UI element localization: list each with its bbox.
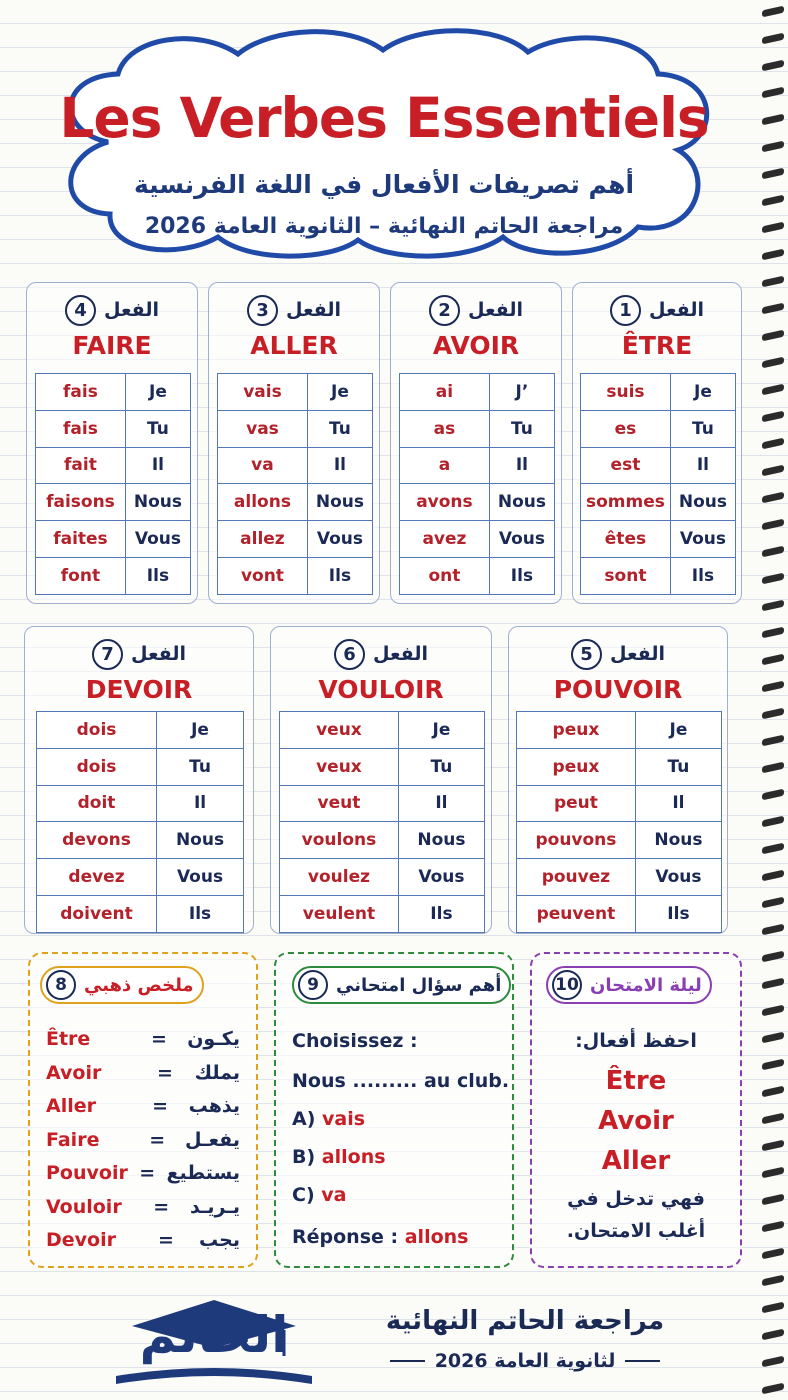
verb-form: vont [218,557,308,594]
spiral-ring [762,384,784,396]
pronoun: Tu [307,410,372,447]
spiral-ring [762,357,784,369]
verb-card-header [27,293,197,327]
table-row [517,712,722,749]
spiral-ring [762,114,784,126]
summary-eq: = [149,1128,166,1151]
divider [625,1360,660,1362]
pronoun: Vous [670,521,735,558]
spiral-ring [762,1248,784,1260]
verb-form: dois [37,712,157,749]
night-intro: احفظ أفعال: [575,1030,697,1052]
spiral-ring [762,951,784,963]
pronoun: Je [307,374,372,411]
header-cloud [48,22,720,262]
footer-subtitle [390,1350,660,1372]
number-badge: 3 [247,295,278,326]
verb-card [508,626,728,934]
night-verb: Aller [601,1146,671,1176]
conjugation-table [217,373,373,595]
verb-label: الفعل [130,643,186,665]
verb-label: الفعل [609,643,665,665]
pronoun: Ils [489,557,554,594]
verb-name: ALLER [250,331,338,360]
night-note-1: فهي تدخل في [567,1188,705,1210]
verb-name: AVOIR [432,331,520,360]
table-row [280,785,485,822]
verb-name: FAIRE [72,331,152,360]
verb-form: suis [581,374,671,411]
spiral-ring [762,303,784,315]
spiral-ring [762,843,784,855]
verb-form: es [581,410,671,447]
table-row [36,410,191,447]
question-sentence: Nous ......... au club. [292,1070,510,1092]
verb-form: faisons [36,484,126,521]
verb-card [26,282,198,604]
pronoun: Nous [670,484,735,521]
verb-card [572,282,742,604]
spiral-ring [762,465,784,477]
verb-form: veux [280,712,399,749]
verb-form: ont [400,557,490,594]
verb-form: a [400,447,490,484]
table-row [36,557,191,594]
spiral-ring [762,60,784,72]
pronoun: Tu [398,748,484,785]
conjugation-table [279,711,485,933]
pronoun: Ils [125,557,190,594]
pronoun: Ils [157,895,244,932]
pronoun: Tu [489,410,554,447]
number-badge: 9 [298,970,328,1000]
verb-form: veut [280,785,399,822]
spiral-ring [762,1005,784,1017]
verb-form: fais [36,374,126,411]
verb-card-header [271,637,491,671]
option-letter: B) [292,1146,316,1168]
spiral-ring [762,762,784,774]
summary-row [46,1158,240,1188]
spiral-ring [762,1383,784,1395]
spiral-ring [762,681,784,693]
verb-form: vas [218,410,308,447]
pronoun: Ils [307,557,372,594]
verb-form: allez [218,521,308,558]
spiral-ring [762,1329,784,1341]
subtitle-arabic: أهم تصريفات الأفعال في اللغة الفرنسية [133,170,635,199]
table-row [581,447,736,484]
spiral-ring [762,1167,784,1179]
verb-form: allons [218,484,308,521]
spiral-ring [762,1059,784,1071]
verb-form: veulent [280,895,399,932]
verb-form: dois [37,748,157,785]
pronoun: Tu [125,410,190,447]
table-row [218,484,373,521]
verb-label: الفعل [285,299,341,321]
summary-ar: يـريـد [189,1195,240,1218]
spiral-binding [758,0,788,1400]
table-row [218,447,373,484]
spiral-ring [762,249,784,261]
pronoun: Vous [307,521,372,558]
footer-subtitle-text: لثانوية العامة 2026 [434,1350,616,1372]
table-row [400,410,555,447]
logo-text: الحاتم [139,1306,289,1364]
summary-eq: = [152,1095,169,1117]
spiral-ring [762,6,784,18]
verb-form: font [36,557,126,594]
spiral-ring [762,492,784,504]
table-row [280,712,485,749]
verb-form: faites [36,521,126,558]
table-row [36,484,191,521]
option-letter: A) [292,1108,316,1130]
conjugation-table [35,373,191,595]
pronoun: Il [125,447,190,484]
table-row [37,859,244,896]
review-line: مراجعة الحاتم النهائية – الثانوية العامة 2026 [144,214,624,239]
table-row [517,895,722,932]
pronoun: Nous [489,484,554,521]
number-badge: 7 [92,639,123,670]
summary-fr: Vouloir [46,1195,122,1218]
verb-form: as [400,410,490,447]
pronoun: Je [157,712,244,749]
verb-card-header [25,637,253,671]
brand-logo [96,1296,332,1390]
night-verb: Avoir [598,1106,674,1136]
summary-pill [40,966,204,1004]
spiral-ring [762,1086,784,1098]
table-row [37,712,244,749]
table-row [280,859,485,896]
verb-form: sont [581,557,671,594]
verb-label: الفعل [467,299,523,321]
conjugation-table [399,373,555,595]
verb-card-header [391,293,561,327]
spiral-ring [762,708,784,720]
verb-name: POUVOIR [553,675,683,704]
verb-form: veux [280,748,399,785]
table-row [517,822,722,859]
spiral-ring [762,438,784,450]
option-text: va [321,1184,347,1206]
table-row [400,521,555,558]
verb-card-header [573,293,741,327]
summary-eq: = [156,1061,173,1084]
summary-fr: Être [46,1028,91,1050]
page-title: Les Verbes Essentiels [59,86,709,150]
pronoun: Je [125,374,190,411]
verb-form: êtes [581,521,671,558]
verb-form: devez [37,859,157,896]
answer-label: Réponse : [292,1226,399,1248]
verb-name: DEVOIR [85,675,193,704]
night-verb: Être [605,1066,667,1096]
summary-eq: = [153,1195,170,1218]
spiral-ring [762,87,784,99]
spiral-ring [762,1194,784,1206]
exam-night-label: ليلة الامتحان [590,974,702,996]
option-c [292,1184,346,1206]
verb-label: الفعل [103,299,159,321]
spiral-ring [762,735,784,747]
verb-card-header [509,637,727,671]
summary-eq: = [150,1028,167,1050]
spiral-ring [762,978,784,990]
table-row [218,521,373,558]
table-row [400,374,555,411]
spiral-ring [762,411,784,423]
summary-eq: = [158,1229,174,1251]
pronoun: Nous [125,484,190,521]
verb-form: fait [36,447,126,484]
exam-question-pill [292,966,511,1004]
spiral-ring [762,330,784,342]
spiral-ring [762,600,784,612]
table-row [400,557,555,594]
verb-form: peux [517,748,636,785]
summary-ar: يذهب [188,1095,240,1117]
verb-form: pouvons [517,822,636,859]
verb-card [390,282,562,604]
table-row [36,521,191,558]
pronoun: Je [398,712,484,749]
table-row [400,447,555,484]
number-badge: 1 [610,295,641,326]
pronoun: Vous [398,859,484,896]
summary-ar: يستطيع [166,1162,240,1184]
option-b [292,1146,386,1168]
spiral-ring [762,1356,784,1368]
spiral-ring [762,1302,784,1314]
exam-question-box [274,952,514,1268]
verb-form: vais [218,374,308,411]
spiral-ring [762,1032,784,1044]
summary-fr: Avoir [46,1061,102,1084]
conjugation-table [580,373,736,595]
verb-form: avons [400,484,490,521]
pronoun: Il [635,785,721,822]
table-row [517,785,722,822]
verb-form: voulons [280,822,399,859]
verb-form: sommes [581,484,671,521]
spiral-ring [762,546,784,558]
spiral-ring [762,654,784,666]
summary-ar: يكـون [187,1028,240,1050]
number-badge: 2 [429,295,460,326]
spiral-ring [762,222,784,234]
spiral-ring [762,627,784,639]
table-row [581,557,736,594]
answer-line [292,1226,468,1248]
verb-label: الفعل [372,643,428,665]
option-a [292,1108,365,1130]
summary-label: ملخص ذهبي [84,974,194,996]
pronoun: Je [635,712,721,749]
pronoun: Vous [125,521,190,558]
summary-row [46,1192,240,1222]
table-row [581,484,736,521]
verb-form: voulez [280,859,399,896]
table-row [37,748,244,785]
spiral-ring [762,1221,784,1233]
table-row [37,895,244,932]
pronoun: Tu [670,410,735,447]
spiral-ring [762,141,784,153]
option-text: vais [322,1108,366,1130]
summary-fr: Aller [46,1095,96,1117]
verb-form: doit [37,785,157,822]
footer-title: مراجعة الحاتم النهائية [385,1306,665,1336]
summary-box [28,952,258,1268]
table-row [280,748,485,785]
pronoun: Vous [635,859,721,896]
table-row [581,374,736,411]
exam-night-pill [546,966,712,1004]
pronoun: Ils [398,895,484,932]
divider [390,1360,425,1362]
pronoun: Il [307,447,372,484]
spiral-ring [762,168,784,180]
spiral-ring [762,924,784,936]
spiral-ring [762,1275,784,1287]
summary-row [46,1058,240,1088]
verb-form: doivent [37,895,157,932]
exam-question-label: أهم سؤال امتحاني [336,974,502,996]
spiral-ring [762,195,784,207]
conjugation-table [516,711,722,933]
verb-form: peuvent [517,895,636,932]
verb-form: ai [400,374,490,411]
table-row [280,822,485,859]
spiral-ring [762,519,784,531]
spiral-ring [762,816,784,828]
table-row [37,822,244,859]
verb-card [208,282,380,604]
verb-form: peut [517,785,636,822]
pronoun: Il [398,785,484,822]
number-badge: 6 [334,639,365,670]
question-instruction: Choisissez : [292,1030,418,1052]
table-row [581,410,736,447]
verb-form: fais [36,410,126,447]
summary-fr: Devoir [46,1229,116,1251]
table-row [36,374,191,411]
verb-card-header [209,293,379,327]
summary-row [46,1024,240,1054]
spiral-ring [762,276,784,288]
verb-name: VOULOIR [318,675,444,704]
table-row [400,484,555,521]
table-row [37,785,244,822]
spiral-ring [762,573,784,585]
table-row [36,447,191,484]
verb-form: va [218,447,308,484]
summary-row [46,1091,240,1121]
summary-ar: يجب [199,1229,240,1251]
spiral-ring [762,870,784,882]
verb-form: peux [517,712,636,749]
table-row [218,410,373,447]
spiral-ring [762,33,784,45]
verb-label: الفعل [648,299,704,321]
night-note-2: أغلب الامتحان. [566,1220,706,1242]
pronoun: Nous [635,822,721,859]
pronoun: Nous [157,822,244,859]
number-badge: 4 [65,295,96,326]
pronoun: Il [489,447,554,484]
summary-fr: Faire [46,1128,100,1151]
verb-form: pouvez [517,859,636,896]
verb-card [270,626,492,934]
pronoun: Vous [489,521,554,558]
conjugation-table [36,711,244,933]
spiral-ring [762,1113,784,1125]
pronoun: Nous [307,484,372,521]
pronoun: Il [670,447,735,484]
pronoun: J’ [489,374,554,411]
pronoun: Tu [157,748,244,785]
summary-ar: يفعـل [185,1128,240,1151]
verb-form: devons [37,822,157,859]
pronoun: Tu [635,748,721,785]
pronoun: Ils [635,895,721,932]
number-badge: 10 [552,970,582,1000]
summary-row [46,1125,240,1155]
number-badge: 5 [571,639,602,670]
pronoun: Je [670,374,735,411]
spiral-ring [762,789,784,801]
summary-ar: يملك [194,1061,240,1084]
table-row [280,895,485,932]
spiral-ring [762,1140,784,1152]
summary-row [46,1225,240,1255]
verb-form: est [581,447,671,484]
number-badge: 8 [46,970,76,1000]
table-row [517,859,722,896]
pronoun: Vous [157,859,244,896]
verb-name: ÊTRE [621,331,693,360]
spiral-ring [762,897,784,909]
option-text: allons [321,1146,386,1168]
verb-card [24,626,254,934]
pronoun: Ils [670,557,735,594]
option-letter: C) [292,1184,315,1206]
pronoun: Nous [398,822,484,859]
summary-fr: Pouvoir [46,1162,128,1184]
summary-eq: = [139,1162,156,1184]
exam-night-box [530,952,742,1268]
table-row [218,374,373,411]
table-row [218,557,373,594]
table-row [517,748,722,785]
pronoun: Il [157,785,244,822]
verb-form: avez [400,521,490,558]
answer-value: allons [404,1226,469,1248]
table-row [581,521,736,558]
